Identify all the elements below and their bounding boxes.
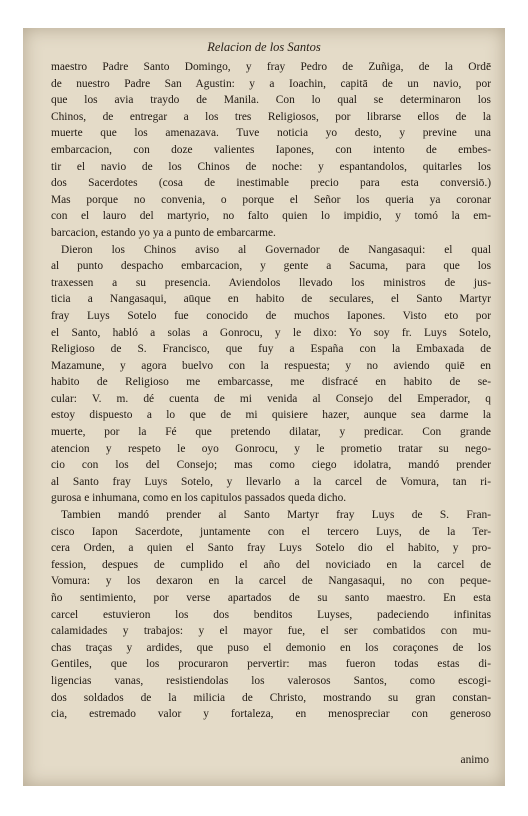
text-line: ño sentimiento, por verse apartados de su santo maestro. En esta xyxy=(51,592,491,604)
text-line: tir el navio de los Chinos de noche: y espantandolos, quitarles los xyxy=(51,160,491,173)
text-line: Vomura: y los dexaron en la carcel de Nangasaqui, no con peque- xyxy=(51,575,491,588)
text-line: cia, estremado valor y fortaleza, en menospreciar con generoso xyxy=(51,708,491,721)
text-line: barcacion, estando yo ya a punto de embarcarme. xyxy=(51,226,276,239)
text-line: Chinos, de entregar a los tres Religiosos, por librarse ellos de la xyxy=(51,110,491,123)
text-line: Gentiles, que los procuraron pervertir: mas fueron todas estas di- xyxy=(51,658,491,671)
text-line: gurosa e inhumana, como en los capitulos passados queda dicho. xyxy=(51,492,347,505)
text-line: cera Orden, a quien el Santo fray Luys Sotelo dio el habito, y pro- xyxy=(51,542,491,555)
text-line: Tambien mandó prender al Santo Martyr fray Luys de S. Fran- xyxy=(61,509,491,522)
text-line: ticia a Nangasaqui, aūque en habito de seculares, el Santo Martyr xyxy=(51,293,491,306)
text-line: dos Sacerdotes (cosa de inestimable precio para esta conversiō.) xyxy=(51,177,491,190)
body-text xyxy=(51,59,491,723)
text-line: al punto despacho embarcacion, y gente a Sacuma, para que los xyxy=(51,260,491,273)
text-line: Mazamune, y agora buelvo con la respuesta; y no aviendo quiē en xyxy=(51,359,491,372)
text-line: cular: V. m. dé cuenta de mi venida al Consejo del Emperador, q xyxy=(51,392,491,405)
text-line: estoy dispuesto a lo que de mi quisiere hazer, aunque sea darme la xyxy=(51,409,491,422)
text-line: embarcacion, con doze valientes Iapones, con intento de embes- xyxy=(51,143,491,156)
text-line: al Santo fray Luys Sotelo, y llevarlo a la carcel de Vomura, tan ri- xyxy=(51,475,491,488)
text-line: atencion y respeto le oyo Gonrocu, y le prometio tratar su nego- xyxy=(51,442,491,455)
text-line: con el lauro del martyrio, no falto quien lo impidio, y tomó la em- xyxy=(51,210,491,223)
text-line: chas traças y ardides, que puso el demonio en los coraçones de los xyxy=(51,641,491,654)
text-line: fray Luys Sotelo fue conocido de muchos Iapones. Visto eto por xyxy=(51,309,491,322)
text-line: Religioso de S. Francisco, que fuy a España con la Embaxada de xyxy=(51,343,491,356)
book-page xyxy=(23,28,505,786)
text-line: que los avia traydo de Manila. Con lo qual se determinaron los xyxy=(51,94,491,107)
text-line: Dieron los Chinos aviso al Governador de Nangasaqui: el qual xyxy=(61,243,491,256)
text-line: maestro Padre Santo Domingo, y fray Pedro de Zuñiga, de la Ordē xyxy=(51,61,491,73)
text-line: cisco Iapon Sacerdote, juntamente con el tercero Luys, de la Ter- xyxy=(51,525,491,538)
text-line: ligencias vanas, resistiendolas los valerosos Santos, como escogi- xyxy=(51,674,491,687)
text-line: fession, despues de cumplido el año del noviciado en la carcel de xyxy=(51,558,491,571)
text-line: dos soldados de la milicia de Christo, mostrando su gran constan- xyxy=(51,691,491,704)
catchword: animo xyxy=(460,754,489,766)
text-line: de nuestro Padre San Agustin: y a Ioachin, capitā de un navio, por xyxy=(51,77,491,90)
text-line: el Santo, habló a solas a Gonrocu, y le dixo: Yo soy fr. Luys Sotelo, xyxy=(51,326,491,339)
text-line: traxessen a su presencia. Aviendolos llevado los ministros de jus- xyxy=(51,276,491,289)
text-line: cio con los del Consejo; mas como ciego idolatra, mandó prender xyxy=(51,459,491,472)
running-head: Relacion de los Santos xyxy=(207,40,321,54)
text-line: calamidades y trabajos: y el mayor fue, el ser combatidos con mu- xyxy=(51,625,491,638)
text-line: Mas porque no convenia, o porque el Señor los queria ya coronar xyxy=(51,193,491,206)
text-line: muerte que los amenazava. Tuve noticia yo desto, y previne una xyxy=(51,127,491,140)
text-line: carcel estuvieron los dos benditos Luyses, padeciendo infinitas xyxy=(51,608,491,621)
text-line: muerte, por la Fé que pretendo dilatar, y predicar. Con grande xyxy=(51,426,491,439)
text-line: habito de Religioso me embarcasse, me disfracé en habito de se- xyxy=(51,376,491,389)
